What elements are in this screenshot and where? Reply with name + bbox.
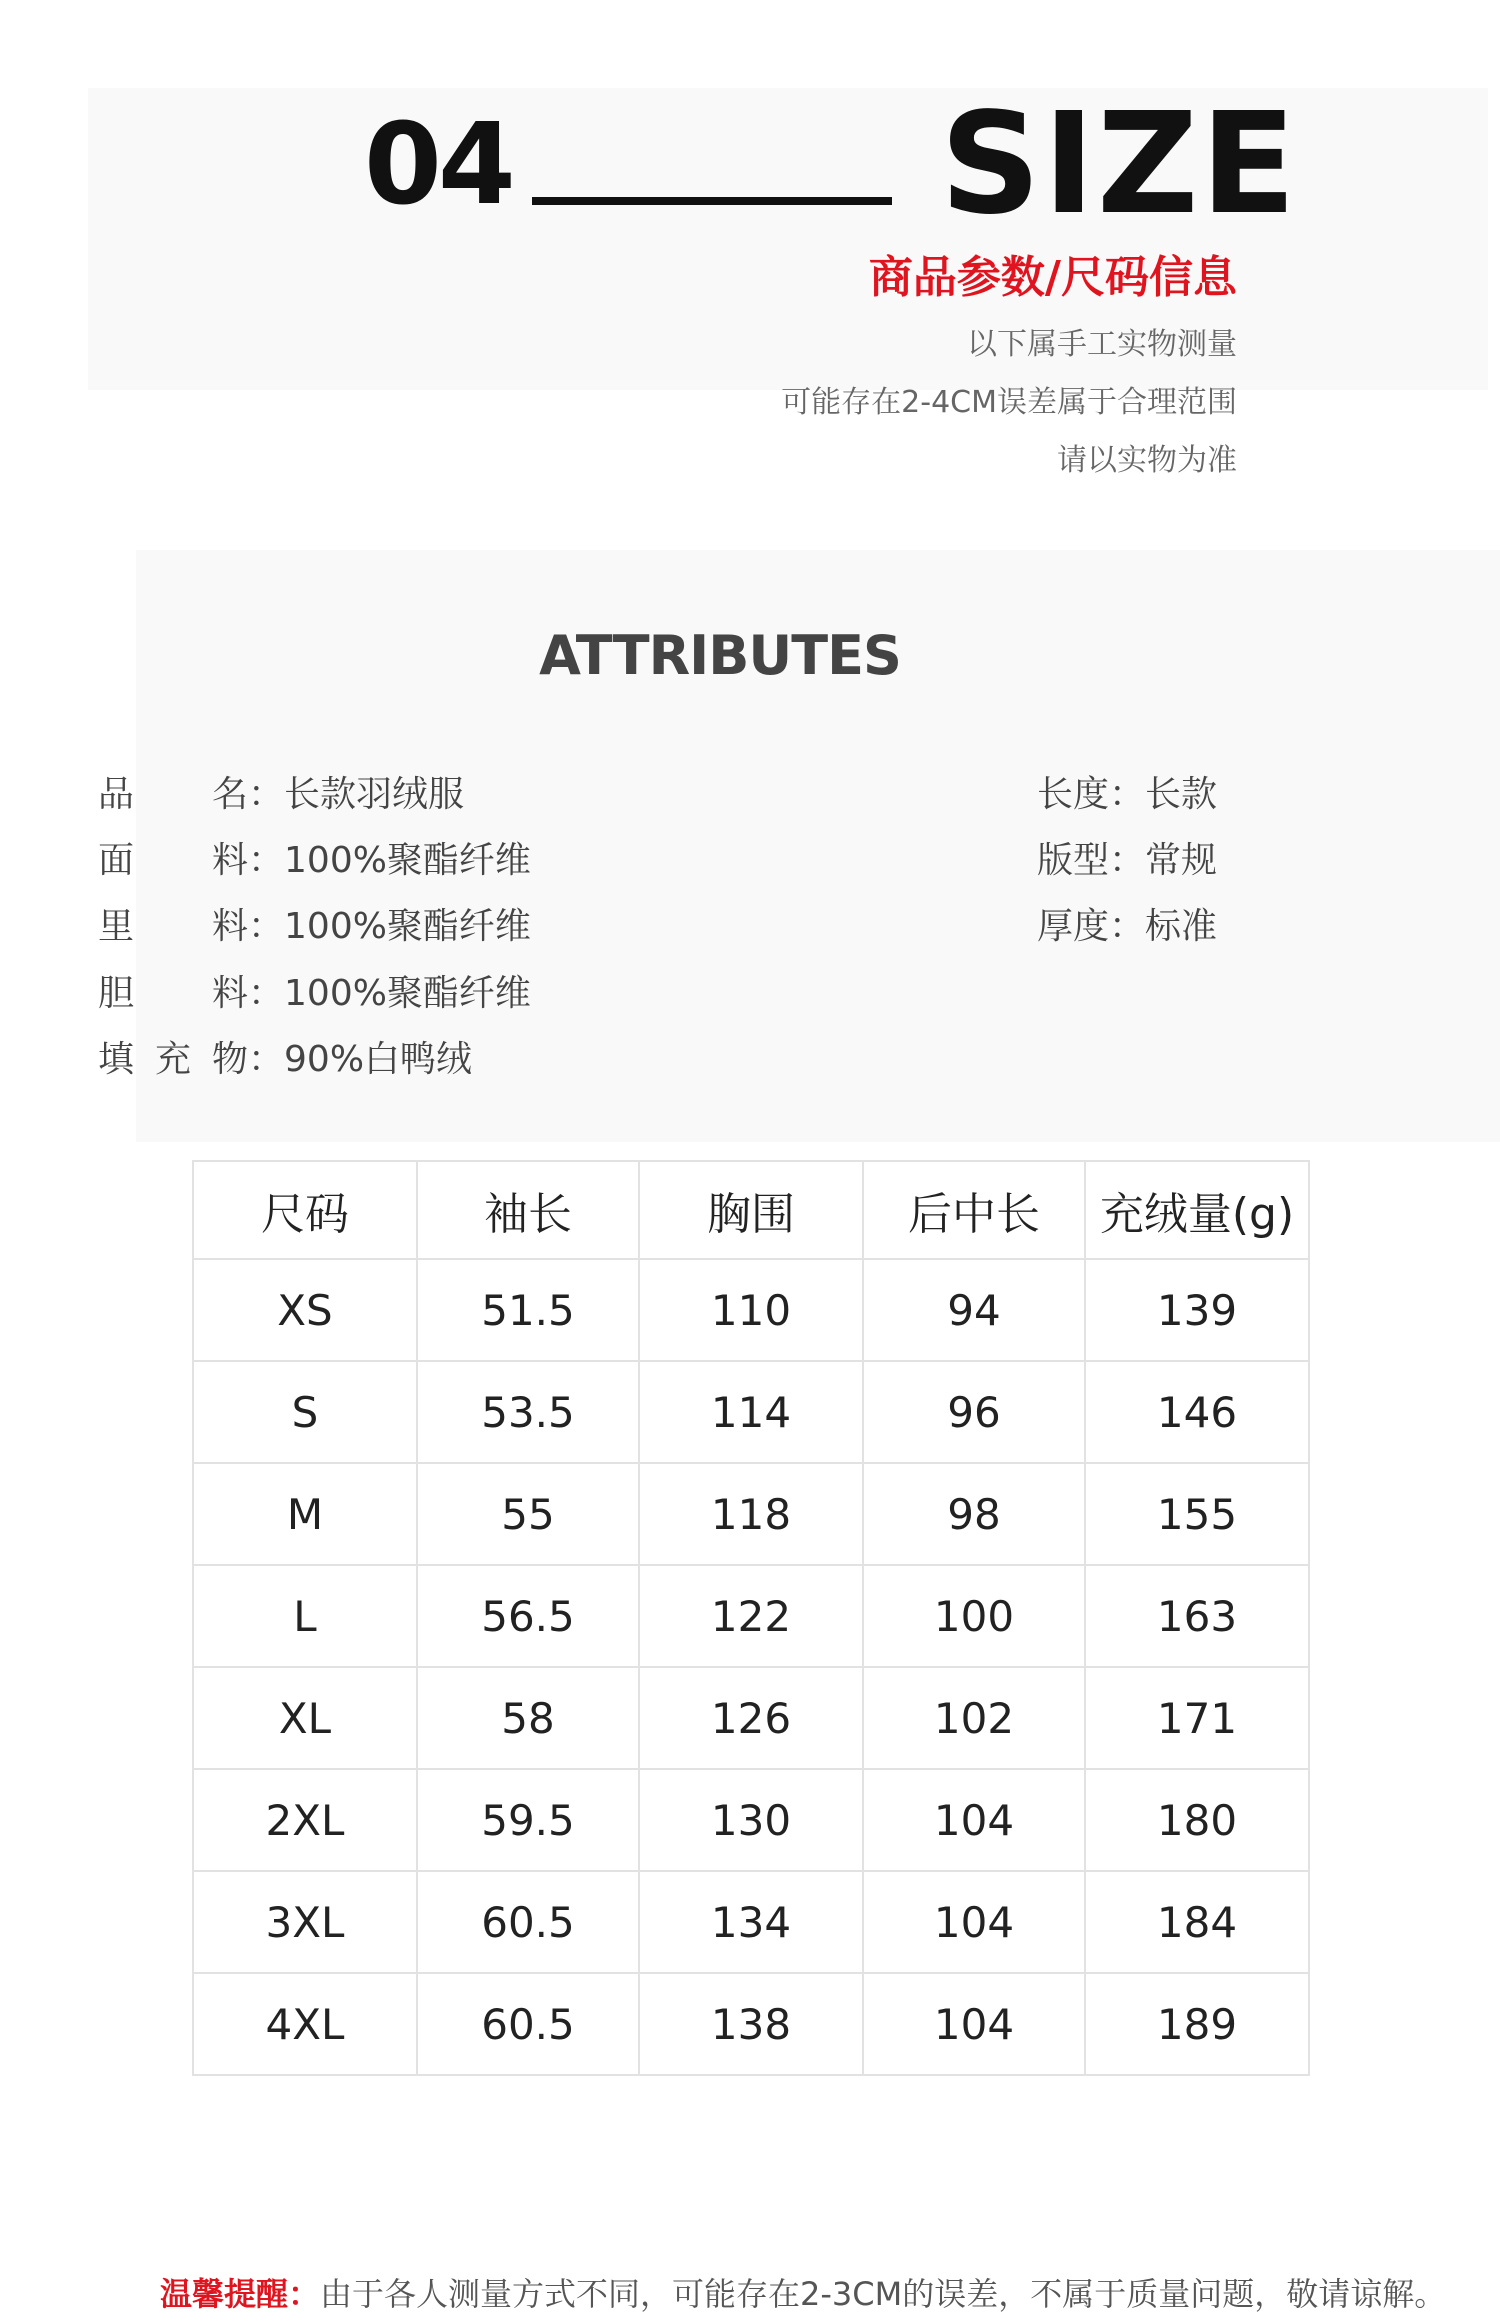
table-cell: 134 — [639, 1871, 863, 1973]
table-cell: L — [193, 1565, 417, 1667]
attribute-value: 100%聚酯纤维 — [284, 973, 531, 1014]
table-cell: 58 — [417, 1667, 639, 1769]
table-cell: XS — [193, 1259, 417, 1361]
attribute-row — [98, 970, 531, 1018]
attribute-key: 胆料 — [98, 973, 248, 1014]
attribute-separator: ： — [248, 1039, 285, 1080]
table-cell: 59.5 — [417, 1769, 639, 1871]
attribute-row — [1037, 837, 1217, 885]
attributes-title: ATTRIBUTES — [539, 624, 901, 687]
attribute-row — [1037, 771, 1217, 819]
table-cell: 130 — [639, 1769, 863, 1871]
attribute-row — [98, 837, 531, 885]
attribute-value: 常规 — [1145, 840, 1218, 881]
title-rule — [532, 197, 892, 205]
attribute-separator: ： — [1109, 840, 1146, 881]
table-row — [193, 1259, 1309, 1361]
table-cell: 104 — [863, 1871, 1085, 1973]
table-cell: 189 — [1085, 1973, 1309, 2075]
table-row — [193, 1973, 1309, 2075]
table-cell: 180 — [1085, 1769, 1309, 1871]
table-cell: XL — [193, 1667, 417, 1769]
table-cell: 60.5 — [417, 1871, 639, 1973]
table-cell: 104 — [863, 1973, 1085, 2075]
table-cell: 98 — [863, 1463, 1085, 1565]
attribute-separator: ： — [248, 906, 285, 947]
measurement-note: 可能存在2-4CM误差属于合理范围 — [781, 385, 1237, 420]
warning-text: 由于各人测量方式不同，可能存在2-3CM的误差，不属于质量问题，敬请谅解。 — [320, 2275, 1447, 2313]
table-cell: 55 — [417, 1463, 639, 1565]
table-cell: 114 — [639, 1361, 863, 1463]
table-cell: 171 — [1085, 1667, 1309, 1769]
table-header-row — [193, 1161, 1309, 1259]
table-row — [193, 1871, 1309, 1973]
table-row — [193, 1565, 1309, 1667]
table-cell: 138 — [639, 1973, 863, 2075]
attribute-key: 填充物 — [98, 1039, 248, 1080]
table-cell: 146 — [1085, 1361, 1309, 1463]
attribute-separator: ： — [1109, 906, 1146, 947]
attribute-key: 版型 — [1037, 840, 1110, 881]
table-row — [193, 1667, 1309, 1769]
table-cell: 118 — [639, 1463, 863, 1565]
table-cell: 96 — [863, 1361, 1085, 1463]
attribute-value: 长款 — [1145, 774, 1218, 815]
table-cell: S — [193, 1361, 417, 1463]
attribute-separator: ： — [248, 973, 285, 1014]
page-title: SIZE — [940, 83, 1299, 246]
column-header: 充绒量(g) — [1085, 1161, 1309, 1259]
warning-label: 温馨提醒： — [160, 2275, 321, 2313]
attribute-row — [1037, 903, 1217, 951]
attribute-value: 标准 — [1145, 906, 1218, 947]
table-cell: 122 — [639, 1565, 863, 1667]
attribute-key: 面料 — [98, 840, 248, 881]
attribute-key: 里料 — [98, 906, 248, 947]
column-header: 胸围 — [639, 1161, 863, 1259]
attribute-row — [98, 771, 464, 819]
attribute-key: 品名 — [98, 774, 248, 815]
table-cell: 94 — [863, 1259, 1085, 1361]
table-cell: M — [193, 1463, 417, 1565]
attribute-key: 长度 — [1037, 774, 1110, 815]
table-cell: 56.5 — [417, 1565, 639, 1667]
attribute-value: 100%聚酯纤维 — [284, 906, 531, 947]
attribute-value: 90%白鸭绒 — [284, 1039, 473, 1080]
table-cell: 163 — [1085, 1565, 1309, 1667]
table-cell: 155 — [1085, 1463, 1309, 1565]
attribute-value: 长款羽绒服 — [284, 774, 465, 815]
table-cell: 3XL — [193, 1871, 417, 1973]
measurement-note: 请以实物为准 — [1057, 443, 1237, 478]
table-cell: 110 — [639, 1259, 863, 1361]
section-subtitle: 商品参数/尺码信息 — [868, 252, 1237, 303]
attribute-separator: ： — [1109, 774, 1146, 815]
table-row — [193, 1769, 1309, 1871]
table-row — [193, 1361, 1309, 1463]
table-cell: 51.5 — [417, 1259, 639, 1361]
table-cell: 139 — [1085, 1259, 1309, 1361]
attribute-value: 100%聚酯纤维 — [284, 840, 531, 881]
table-cell: 184 — [1085, 1871, 1309, 1973]
table-cell: 53.5 — [417, 1361, 639, 1463]
table-cell: 102 — [863, 1667, 1085, 1769]
column-header: 尺码 — [193, 1161, 417, 1259]
table-cell: 126 — [639, 1667, 863, 1769]
table-row — [193, 1463, 1309, 1565]
table-cell: 2XL — [193, 1769, 417, 1871]
column-header: 袖长 — [417, 1161, 639, 1259]
attribute-row — [98, 1036, 472, 1084]
table-cell: 4XL — [193, 1973, 417, 2075]
column-header: 后中长 — [863, 1161, 1085, 1259]
table-cell: 100 — [863, 1565, 1085, 1667]
attribute-separator: ： — [248, 774, 285, 815]
section-number: 04 — [364, 100, 512, 230]
attribute-row — [98, 903, 531, 951]
size-table — [192, 1160, 1310, 2076]
attribute-key: 厚度 — [1037, 906, 1110, 947]
measurement-note: 以下属手工实物测量 — [967, 327, 1237, 362]
table-cell: 104 — [863, 1769, 1085, 1871]
table-cell: 60.5 — [417, 1973, 639, 2075]
footer-notice — [160, 2270, 1446, 2318]
attribute-separator: ： — [248, 840, 285, 881]
